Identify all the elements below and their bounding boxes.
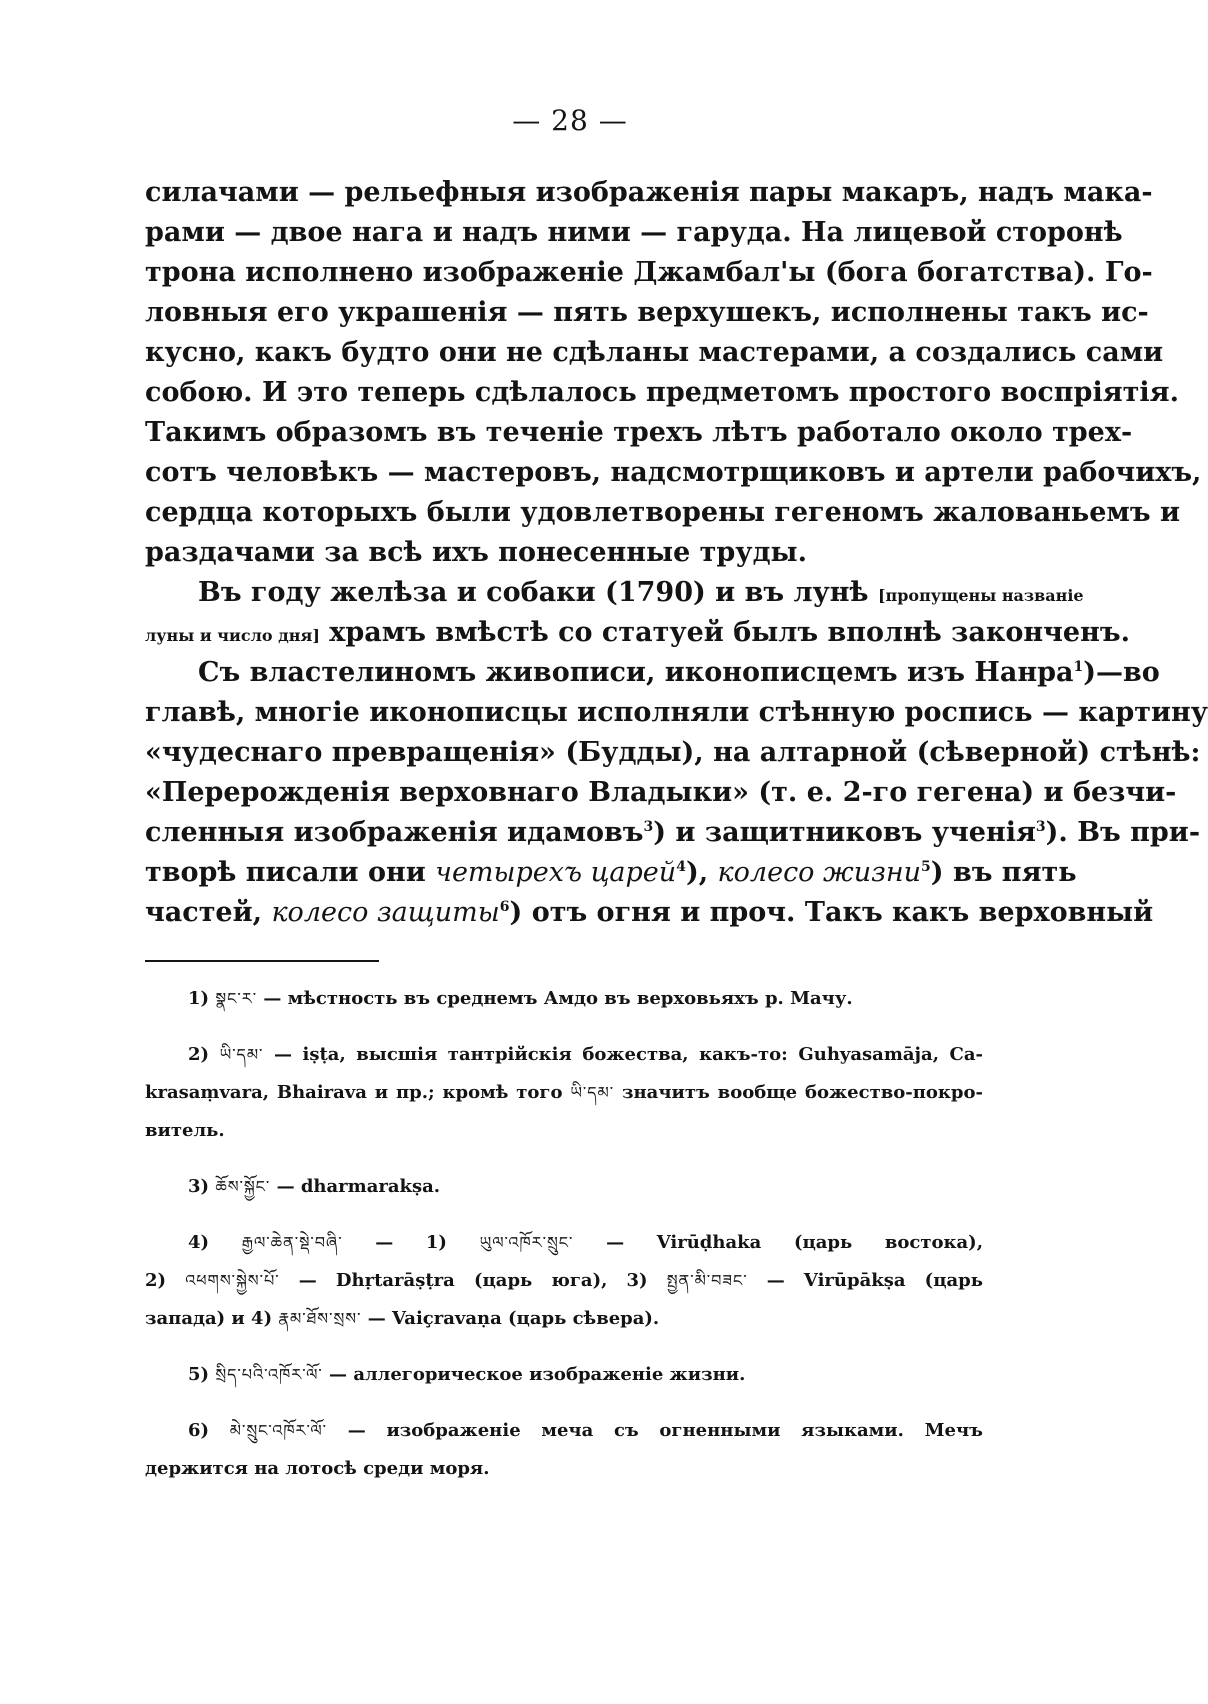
footnote-text: запада) и 4) bbox=[145, 1308, 273, 1329]
text-span: частей, bbox=[145, 897, 272, 928]
text-line: ловныя его украшенія — пять верхушекъ, исполнены такъ ис- bbox=[145, 297, 1149, 328]
paragraph-line: «Перерожденія верховнаго Владыки» (т. е. 2-го гегена) и безчи- bbox=[145, 777, 1177, 808]
text-line: силачами — рельефныя изображенія пары макаръ, надъ мака- bbox=[145, 177, 1153, 208]
footnote-number: 6) bbox=[188, 1420, 210, 1441]
text-span: сленныя изображенія идамовъ bbox=[145, 817, 644, 848]
italic-term: колесо защиты bbox=[271, 897, 500, 928]
text-line: рами — двое нага и надъ ними — гаруда. На лицевой сторонѣ bbox=[145, 217, 1123, 248]
tibetan-term: རྒྱལ་ཆེན་སྡེ་བཞི་ bbox=[241, 1233, 343, 1252]
footnote-text: значитъ вообще божество-покро- bbox=[622, 1082, 983, 1103]
footnote-text: — мѣстность въ среднемъ Амдо въ верховьяхъ р. Мачу. bbox=[263, 988, 853, 1009]
text-span: )—во bbox=[1083, 657, 1160, 688]
footnote-number: 5) bbox=[188, 1364, 210, 1385]
footnote-6-line: держится на лотосѣ среди моря. bbox=[145, 1458, 490, 1479]
text-line: кусно, какъ будто они не сдѣланы мастерами, а создались сами bbox=[145, 337, 1164, 368]
editorial-note: [пропущены названіе bbox=[877, 586, 1084, 605]
tibetan-term: སྣང་ར་ bbox=[215, 989, 258, 1008]
footnote-text: — Vaiçravaṇa (царь сѣвера). bbox=[367, 1308, 660, 1329]
paragraph-line: главѣ, многіе иконописцы исполняли стѣнную роспись — картину bbox=[145, 697, 1208, 728]
page-number: — 28 — bbox=[512, 104, 628, 137]
footnote-ref: 3 bbox=[1035, 819, 1046, 835]
main-text bbox=[145, 173, 1208, 933]
footnote-1 bbox=[145, 980, 983, 1018]
text-line: собою. И это теперь сдѣлалось предметомъ простого воспріятія. bbox=[145, 377, 1179, 408]
footnote-text: — изображеніе меча съ огненными языками. Мечъ bbox=[347, 1420, 983, 1441]
footnote-number: 4) bbox=[188, 1232, 210, 1253]
footnote-text: — Virūḍhaka (царь востока), bbox=[606, 1232, 983, 1253]
footnote-divider bbox=[145, 960, 379, 962]
italic-term: колесо жизни bbox=[717, 857, 922, 888]
footnote-number: 1) bbox=[188, 988, 210, 1009]
footnote-ref: 1 bbox=[1073, 659, 1084, 675]
footnote-ref: 4 bbox=[676, 859, 686, 875]
footnotes bbox=[145, 980, 983, 1488]
tibetan-term: འཕགས་སྐྱེས་པོ་ bbox=[185, 1271, 280, 1290]
paragraph-line bbox=[145, 813, 1201, 853]
text-span: Въ году желѣза и собаки (1790) и въ лунѣ bbox=[198, 577, 869, 608]
text-line: трона исполнено изображеніе Джамбал'ы (бога богатства). Го- bbox=[145, 257, 1153, 288]
tibetan-term: སྤྱན་མི་བཟང་ bbox=[666, 1271, 748, 1290]
italic-term: четырехъ царей bbox=[435, 857, 677, 888]
footnote-4 bbox=[145, 1224, 983, 1262]
footnote-text: — iṣṭa, высшія тантрійскія божества, какъ-то: Guhyasamāja, Ca- bbox=[273, 1044, 983, 1065]
footnote-number: 2) bbox=[188, 1044, 210, 1065]
footnote-text: 2) bbox=[145, 1270, 167, 1291]
footnote-2-line bbox=[145, 1074, 983, 1112]
footnote-3 bbox=[145, 1168, 983, 1206]
footnote-text: — Virūpākṣa (царь bbox=[766, 1270, 983, 1291]
text-span: творѣ писали они bbox=[145, 857, 436, 888]
text-span: ) и защитниковъ ученія bbox=[653, 817, 1036, 848]
tibetan-term: སྲིད་པའི་འཁོར་ལོ་ bbox=[215, 1365, 323, 1384]
tibetan-term: རྣམ་ཐོས་སྲས་ bbox=[278, 1309, 362, 1328]
text-span: ), bbox=[685, 857, 718, 888]
footnote-2 bbox=[145, 1036, 983, 1074]
paragraph-line bbox=[145, 613, 1130, 653]
paragraph-line: «чудеснаго превращенія» (Будды), на алтарной (сѣверной) стѣнѣ: bbox=[145, 737, 1201, 768]
footnote-ref: 3 bbox=[643, 819, 654, 835]
tibetan-term: ཆོས་སྐྱོང་ bbox=[215, 1177, 271, 1196]
tibetan-term: མེ་སྲུང་འཁོར་ལོ་ bbox=[229, 1421, 328, 1440]
footnote-text: — Dhṛtarāṣṭra (царь юга), 3) bbox=[298, 1270, 648, 1291]
paragraph-line bbox=[145, 853, 1077, 893]
text-line: сердца которыхъ были удовлетворены гегеномъ жалованьемъ и bbox=[145, 497, 1181, 528]
footnote-text: — аллегорическое изображеніе жизни. bbox=[329, 1364, 746, 1385]
paragraph-line bbox=[145, 573, 1084, 613]
footnote-4-line bbox=[145, 1300, 983, 1338]
text-span: храмъ вмѣстѣ со статуей былъ вполнѣ законченъ. bbox=[329, 617, 1130, 648]
footnote-number: 3) bbox=[188, 1176, 210, 1197]
footnote-ref: 5 bbox=[921, 859, 931, 875]
footnote-text: krasaṃvara, Bhairava и пр.; кромѣ того bbox=[145, 1082, 563, 1103]
footnote-6 bbox=[145, 1412, 983, 1450]
footnote-ref: 6 bbox=[499, 899, 510, 915]
text-line: Такимъ образомъ въ теченіе трехъ лѣтъ работало около трех- bbox=[145, 417, 1133, 448]
tibetan-term: ཡུལ་འཁོར་སྲུང་ bbox=[479, 1233, 574, 1252]
text-line: раздачами за всѣ ихъ понесенные труды. bbox=[145, 537, 808, 568]
paragraph-line bbox=[145, 653, 1160, 693]
editorial-note: луны и число дня] bbox=[145, 626, 320, 645]
text-span: ). Въ при- bbox=[1045, 817, 1201, 848]
footnote-5 bbox=[145, 1356, 983, 1394]
paragraph-line bbox=[145, 893, 1154, 933]
text-line: сотъ человѣкъ — мастеровъ, надсмотрщиковъ и артели рабочихъ, bbox=[145, 457, 1202, 488]
footnote-text: — 1) bbox=[375, 1232, 447, 1253]
tibetan-term: ཡི་དམ་ bbox=[570, 1083, 615, 1102]
text-span: ) отъ огня и проч. Такъ какъ верховный bbox=[509, 897, 1154, 928]
tibetan-term: ཡི་དམ་ bbox=[219, 1045, 264, 1064]
footnote-text: — dharmarakṣa. bbox=[276, 1176, 441, 1197]
footnote-4-line bbox=[145, 1262, 983, 1300]
text-span: Съ властелиномъ живописи, иконописцемъ изъ Нанра bbox=[198, 657, 1074, 688]
text-span: ) въ пять bbox=[930, 857, 1077, 888]
footnote-2-line: витель. bbox=[145, 1120, 225, 1141]
